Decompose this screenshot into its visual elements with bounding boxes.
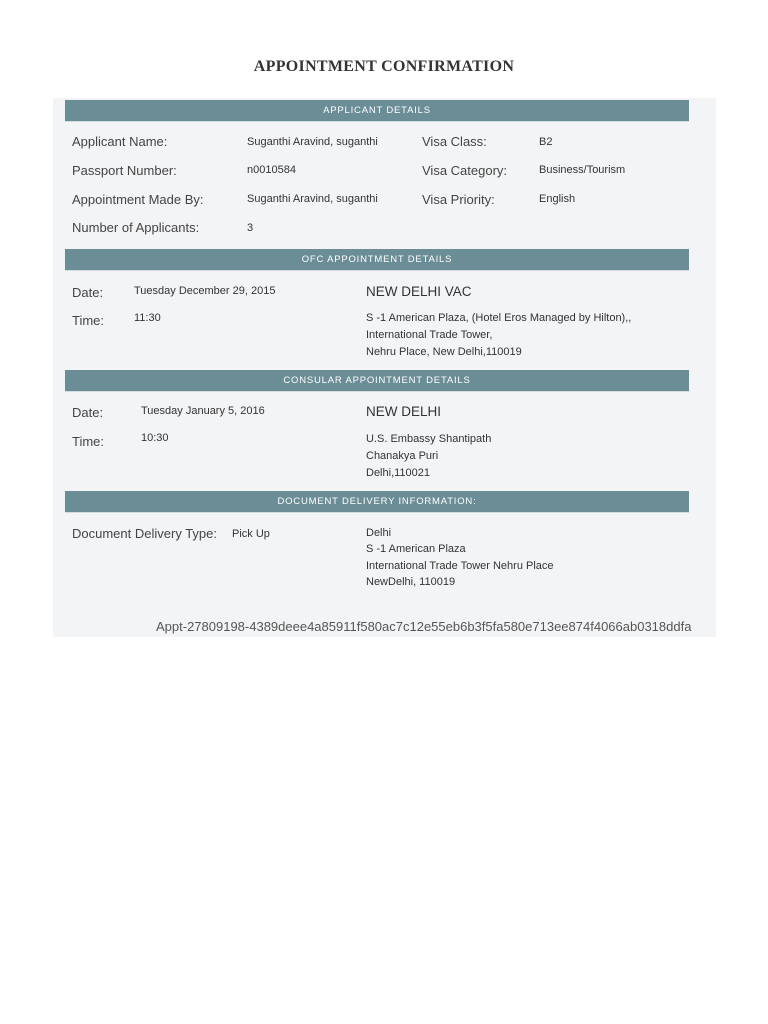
- consular-address-line-3: Delhi,110021: [366, 467, 431, 479]
- consular-address-line-1: U.S. Embassy Shantipath: [366, 433, 492, 445]
- ofc-date-value: Tuesday December 29, 2015: [134, 285, 276, 297]
- confirmation-panel: [53, 98, 716, 637]
- ofc-time-value: 11:30: [134, 312, 161, 324]
- delivery-address-line-4: NewDelhi, 110019: [366, 576, 456, 588]
- ofc-address-line-3: Nehru Place, New Delhi,110019: [366, 346, 522, 358]
- document-delivery-header: DOCUMENT DELIVERY INFORMATION:: [65, 491, 689, 513]
- consular-time-label: Time:: [72, 434, 105, 449]
- appointment-code: Appt-27809198-4389deee4a85911f580ac7c12e55eb6b3f5fa580e713ee874f4066ab0318ddfa: [156, 619, 692, 634]
- consular-time-value: 10:30: [141, 432, 169, 444]
- number-of-applicants-value: 3: [247, 222, 254, 234]
- visa-class-label: Visa Class:: [422, 134, 487, 149]
- consular-date-value: Tuesday January 5, 2016: [141, 405, 265, 417]
- page-title: APPOINTMENT CONFIRMATION: [253, 58, 515, 75]
- visa-priority-value: English: [539, 193, 576, 205]
- delivery-type-label: Document Delivery Type:: [72, 526, 217, 541]
- visa-category-value: Business/Tourism: [539, 164, 626, 176]
- consular-location-name: NEW DELHI: [366, 404, 442, 419]
- passport-number-value: n0010584: [247, 164, 296, 176]
- consular-appointment-header: CONSULAR APPOINTMENT DETAILS: [65, 370, 689, 392]
- applicant-name-label: Applicant Name:: [72, 134, 168, 149]
- visa-class-value: B2: [539, 136, 553, 148]
- visa-priority-label: Visa Priority:: [422, 192, 495, 207]
- consular-date-label: Date:: [72, 405, 104, 420]
- passport-number-label: Passport Number:: [72, 163, 177, 178]
- delivery-address-line-2: S -1 American Plaza: [366, 543, 466, 555]
- delivery-address-line-3: International Trade Tower Nehru Place: [366, 560, 554, 572]
- ofc-time-label: Time:: [72, 313, 105, 328]
- ofc-appointment-header: OFC APPOINTMENT DETAILS: [65, 249, 689, 271]
- applicant-name-value: Suganthi Aravind, suganthi: [247, 136, 378, 148]
- appointment-made-by-label: Appointment Made By:: [72, 192, 204, 207]
- number-of-applicants-label: Number of Applicants:: [72, 220, 200, 235]
- delivery-address-line-1: Delhi: [366, 527, 392, 539]
- visa-category-label: Visa Category:: [422, 163, 508, 178]
- consular-address-line-2: Chanakya Puri: [366, 450, 439, 462]
- ofc-location-name: NEW DELHI VAC: [366, 284, 472, 299]
- appointment-made-by-value: Suganthi Aravind, suganthi: [247, 193, 378, 205]
- ofc-address-line-2: International Trade Tower,: [366, 329, 493, 341]
- delivery-type-value: Pick Up: [232, 528, 270, 540]
- ofc-address-line-1: S -1 American Plaza, (Hotel Eros Managed by Hilton),,: [366, 312, 632, 324]
- applicant-details-header: APPLICANT DETAILS: [65, 100, 689, 122]
- ofc-date-label: Date:: [72, 285, 104, 300]
